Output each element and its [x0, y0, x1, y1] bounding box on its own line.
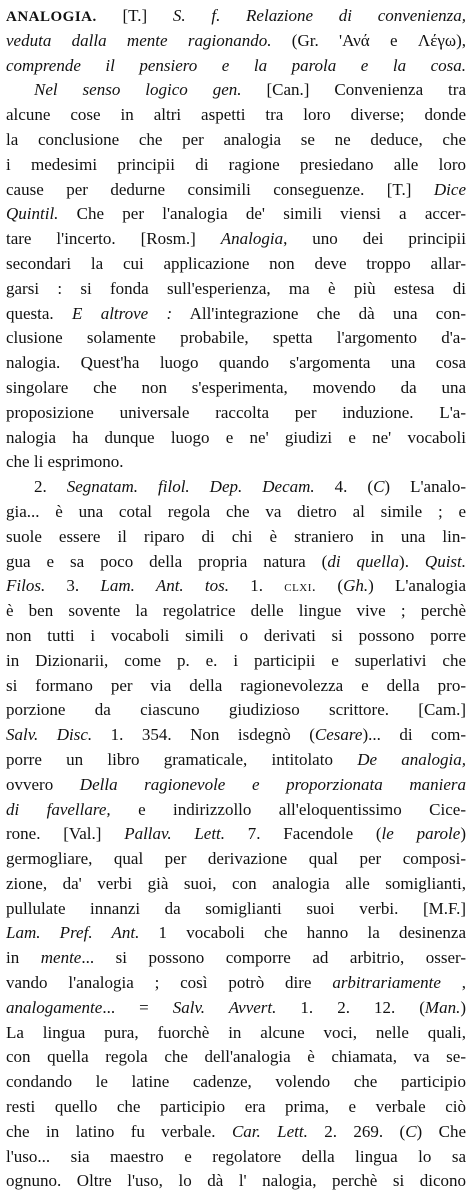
text-run: di favellare,: [6, 799, 111, 819]
text-run: secondari la cui applicazione non deve troppo allar-: [6, 253, 466, 273]
text-run: ,: [440, 973, 466, 993]
text-run: tare l'incerto. [Rosm.]: [6, 229, 221, 249]
text-line: [6, 450, 466, 475]
text-run: E altrove :: [72, 303, 173, 323]
text-run: singolare che non s'esperimenta, movendo da una: [6, 377, 466, 397]
text-line: [6, 351, 466, 376]
text-run: gua e sa poco della propria natura (: [6, 551, 328, 571]
text-run: 2.: [34, 477, 67, 497]
text-line: [6, 103, 466, 128]
text-run: Salv. Disc.: [6, 725, 93, 745]
text-run: germogliare, qual per derivazione qual per composi-: [6, 849, 466, 869]
text-run: ): [460, 824, 466, 844]
text-run: si formano per via della ragionevolezza e della pro-: [6, 675, 466, 695]
text-run: l'uso... sia maestro e regolatore della lingua lo sa: [6, 1146, 466, 1166]
text-run: Cesare: [314, 725, 363, 745]
text-run: Quintil.: [6, 204, 59, 224]
text-run: ... =: [102, 997, 173, 1017]
text-line: [6, 252, 466, 277]
text-run: ) Che: [416, 1121, 466, 1141]
text-run: Analogia: [220, 229, 284, 249]
text-run: veduta dalla mente ragionando.: [6, 30, 272, 50]
text-run: clxi.: [284, 579, 317, 596]
text-line: [6, 698, 466, 723]
text-run: rone. [Val.]: [6, 824, 125, 844]
text-run: (: [316, 576, 344, 596]
text-run: mente: [40, 948, 82, 968]
text-run: porre un libro gramaticale, intitolato: [6, 749, 358, 769]
text-line: [6, 4, 466, 29]
text-run: nalogia. Quest'ha luogo quando s'argomenta una cosa: [6, 353, 466, 373]
text-line: [6, 971, 466, 996]
text-run: con quella regola che dell'analogia è chiamata, va se-: [6, 1047, 466, 1067]
text-run: questa.: [6, 303, 72, 323]
text-line: [6, 921, 466, 946]
text-line: [6, 277, 466, 302]
text-line: [6, 153, 466, 178]
text-line: [6, 723, 466, 748]
text-run: [T.]: [96, 6, 173, 25]
text-line: [6, 525, 466, 550]
text-run: ) L'analogia: [368, 576, 466, 596]
text-run: ognuno. Oltre l'uso, lo dà l' nalogia, perchè si dicono: [6, 1171, 466, 1191]
text-run: Segnatam. filol. Dep. Decam.: [66, 477, 315, 497]
text-run: la conclusione che per analogia se ne deduce, che: [6, 129, 466, 149]
text-run: arbitrariamente: [332, 973, 441, 993]
text-line: [6, 475, 466, 500]
text-run: vando l'analogia ; così potrò dire: [6, 973, 333, 993]
text-line: [6, 426, 466, 451]
text-run: Quist.: [424, 551, 466, 571]
text-run: proposizione universale raccolta per induzione. L'a-: [6, 402, 466, 422]
text-run: Gh.: [343, 576, 369, 596]
text-line: [6, 748, 466, 773]
text-run: che li esprimono.: [6, 452, 124, 472]
text-line: [6, 822, 466, 847]
text-line: [6, 376, 466, 401]
text-line: [6, 500, 466, 525]
text-run: analogamente: [6, 997, 103, 1017]
text-line: [6, 798, 466, 823]
text-run: 1 vocaboli che hanno la desinenza: [139, 923, 466, 943]
text-run: resti quello che participio era prima, e verbale ciò: [6, 1097, 466, 1117]
text-run: Lam. Ant. tos.: [100, 576, 230, 596]
text-run: 3.: [45, 576, 101, 596]
text-run: e indirizzollo all'eloquentissimo Cice-: [110, 799, 466, 819]
text-run: condando le latine cadenze, volendo che participio: [6, 1072, 466, 1092]
text-line: [6, 847, 466, 872]
text-line: [6, 128, 466, 153]
text-run: zione, da' verbi già suoi, con analogia alle somiglianti,: [6, 873, 466, 893]
text-line: [6, 78, 466, 103]
text-run: Nel senso logico gen.: [34, 80, 242, 100]
text-line: [6, 1021, 466, 1046]
text-run: suole essere il riparo di chi è straniero in una lin-: [6, 526, 466, 546]
text-run: gia... è una cotal regola che va dietro al simile ; e: [6, 501, 466, 521]
text-line: [6, 202, 466, 227]
text-line: [6, 302, 466, 327]
text-run: La lingua pura, fuorchè in alcune voci, nelle quali,: [6, 1022, 466, 1042]
text-line: [6, 649, 466, 674]
text-run: ANALOGIA.: [6, 9, 97, 25]
text-line: [6, 1070, 466, 1095]
text-line: [6, 178, 466, 203]
text-line: [6, 773, 466, 798]
text-line: [6, 550, 466, 575]
text-line: [6, 1145, 466, 1170]
text-line: [6, 996, 466, 1021]
text-run: )... di com-: [362, 725, 466, 745]
text-run: 2. 269. (: [307, 1121, 406, 1141]
text-run: di quella: [327, 551, 400, 571]
text-run: , uno dei principii: [283, 229, 466, 249]
text-line: [6, 872, 466, 897]
text-run: è ben sovente la regolatrice delle lingue vive ; perchè: [6, 601, 466, 621]
text-run: De analogia,: [357, 749, 466, 769]
text-run: 1. 354. Non isdegnò (: [92, 725, 315, 745]
text-line: [6, 624, 466, 649]
text-run: S. f. Relazione di convenienza,: [172, 6, 466, 25]
text-run: cause per dedurne consimili conseguenze. [T.]: [6, 179, 434, 199]
text-run: [Can.] Convenienza tra: [241, 80, 466, 100]
text-run: porzione da ciascuno giudizioso scrittore. [Cam.]: [6, 700, 466, 720]
text-line: [6, 227, 466, 252]
text-run: All'integrazione che dà una con-: [172, 303, 466, 323]
text-run: ).: [399, 551, 425, 571]
text-run: in: [6, 948, 41, 968]
text-line: [6, 674, 466, 699]
text-run: Salv. Avvert.: [172, 997, 277, 1017]
text-run: garsi : si fonda sull'esperienza, ma è più estesa di: [6, 278, 466, 298]
text-line: [6, 54, 466, 79]
text-run: Man.: [424, 997, 461, 1017]
text-run: non tutti i vocaboli simili o derivati si possono porre: [6, 625, 466, 645]
text-run: che in latino fu verbale.: [6, 1121, 232, 1141]
text-run: alcune cose in altri aspetti tra loro diverse; donde: [6, 105, 466, 125]
text-run: ovvero: [6, 774, 80, 794]
text-run: comprende il pensiero e la parola e la cosa.: [6, 55, 466, 75]
text-run: C: [373, 477, 385, 497]
text-run: Car. Lett.: [231, 1121, 308, 1141]
text-run: 1.: [229, 576, 285, 596]
text-line: [6, 1120, 466, 1145]
text-run: 4. (: [314, 477, 374, 497]
text-run: i medesimi principii di ragione presiedano alle loro: [6, 154, 466, 174]
text-run: pullulate innanzi da somiglianti suoi verbi. [M.F.]: [6, 898, 466, 918]
text-line: [6, 946, 466, 971]
text-line: [6, 1095, 466, 1120]
text-run: Lam. Pref. Ant.: [6, 923, 140, 943]
text-run: ) L'analo-: [384, 477, 466, 497]
text-run: nalogia ha dunque luogo e ne' giudizi e ne' vocaboli: [6, 427, 466, 447]
text-run: le parole: [381, 824, 461, 844]
text-run: Della ragionevole e proporzionata maniera: [79, 774, 466, 794]
text-run: Che per l'analogia de' simili viensi a accer-: [58, 204, 466, 224]
text-run: ): [460, 997, 466, 1017]
text-run: 7. Facendole (: [225, 824, 382, 844]
text-line: [6, 29, 466, 54]
text-run: ... si possono comporre ad arbitrio, osser-: [81, 948, 466, 968]
text-run: Pallav. Lett.: [124, 824, 226, 844]
text-run: in Dizionarii, come p. e. i participii e superlativi che: [6, 650, 466, 670]
text-run: 1. 2. 12. (: [276, 997, 425, 1017]
text-run: C: [405, 1121, 417, 1141]
text-line: [6, 401, 466, 426]
text-line: [6, 897, 466, 922]
text-run: clusione solamente probabile, spetta l'argomento d'a-: [6, 328, 466, 348]
text-line: [6, 326, 466, 351]
text-line: [6, 574, 466, 599]
text-run: Dice: [433, 179, 466, 199]
text-line: [6, 1045, 466, 1070]
text-line: [6, 1169, 466, 1194]
text-run: (Gr. 'Ανά e Λέγω),: [271, 30, 466, 50]
text-line: [6, 599, 466, 624]
text-run: Filos.: [6, 576, 46, 596]
